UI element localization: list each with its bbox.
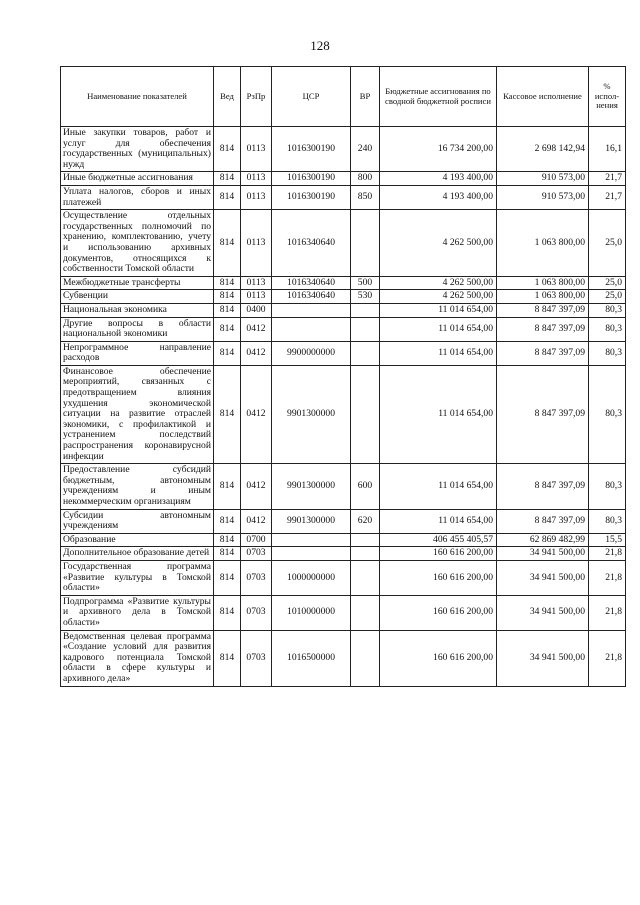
row-budget: 406 455 405,57 bbox=[380, 533, 497, 547]
row-vr bbox=[351, 365, 380, 463]
budget-execution-table bbox=[60, 66, 626, 687]
row-rzpr: 0412 bbox=[241, 464, 272, 509]
row-csr: 1000000000 bbox=[272, 560, 351, 595]
row-csr: 1016340640 bbox=[272, 290, 351, 304]
row-ved: 814 bbox=[214, 303, 241, 317]
row-budget: 11 014 654,00 bbox=[380, 464, 497, 509]
row-cash: 1 063 800,00 bbox=[497, 290, 589, 304]
row-pct: 21,8 bbox=[589, 560, 626, 595]
row-rzpr: 0703 bbox=[241, 630, 272, 686]
table-row bbox=[61, 630, 626, 686]
row-ved: 814 bbox=[214, 317, 241, 341]
row-vr: 600 bbox=[351, 464, 380, 509]
row-vr bbox=[351, 533, 380, 547]
table-row bbox=[61, 464, 626, 509]
row-ved: 814 bbox=[214, 630, 241, 686]
row-ved: 814 bbox=[214, 533, 241, 547]
table-row bbox=[61, 276, 626, 290]
table-row bbox=[61, 509, 626, 533]
table-row bbox=[61, 365, 626, 463]
row-ved: 814 bbox=[214, 547, 241, 561]
row-name: Подпрограмма «Развитие культуры и архивного дела в Томской области» bbox=[61, 595, 214, 630]
row-pct: 25,0 bbox=[589, 276, 626, 290]
row-csr: 1016340640 bbox=[272, 210, 351, 277]
row-csr: 1016500000 bbox=[272, 630, 351, 686]
row-vr: 850 bbox=[351, 185, 380, 209]
row-ved: 814 bbox=[214, 185, 241, 209]
row-rzpr: 0113 bbox=[241, 210, 272, 277]
row-budget: 11 014 654,00 bbox=[380, 317, 497, 341]
row-csr bbox=[272, 317, 351, 341]
row-ved: 814 bbox=[214, 172, 241, 186]
row-csr: 1016340640 bbox=[272, 276, 351, 290]
row-vr bbox=[351, 210, 380, 277]
header-pct: % испол-нения bbox=[589, 67, 626, 127]
row-rzpr: 0113 bbox=[241, 185, 272, 209]
row-csr bbox=[272, 303, 351, 317]
row-name: Осуществление отдельных государственных полномочий по хранению, комплектованию, учету и использованию архивных документов, относящихся к собственности Томской области bbox=[61, 210, 214, 277]
row-cash: 8 847 397,09 bbox=[497, 317, 589, 341]
table-row bbox=[61, 290, 626, 304]
row-budget: 4 262 500,00 bbox=[380, 290, 497, 304]
row-name: Другие вопросы в области национальной экономики bbox=[61, 317, 214, 341]
page-number: 128 bbox=[310, 38, 330, 53]
row-cash: 8 847 397,09 bbox=[497, 303, 589, 317]
row-budget: 4 193 400,00 bbox=[380, 185, 497, 209]
header-cash: Кассовое исполнение bbox=[497, 67, 589, 127]
row-pct: 80,3 bbox=[589, 341, 626, 365]
row-pct: 15,5 bbox=[589, 533, 626, 547]
row-vr: 500 bbox=[351, 276, 380, 290]
table-row bbox=[61, 185, 626, 209]
row-name: Национальная экономика bbox=[61, 303, 214, 317]
row-rzpr: 0113 bbox=[241, 276, 272, 290]
row-ved: 814 bbox=[214, 464, 241, 509]
row-rzpr: 0113 bbox=[241, 172, 272, 186]
header-name: Наименование показателей bbox=[61, 67, 214, 127]
row-budget: 16 734 200,00 bbox=[380, 127, 497, 172]
row-budget: 160 616 200,00 bbox=[380, 560, 497, 595]
row-name: Субвенции bbox=[61, 290, 214, 304]
row-ved: 814 bbox=[214, 595, 241, 630]
row-cash: 8 847 397,09 bbox=[497, 464, 589, 509]
row-csr: 9901300000 bbox=[272, 464, 351, 509]
row-ved: 814 bbox=[214, 290, 241, 304]
row-budget: 11 014 654,00 bbox=[380, 365, 497, 463]
row-name: Образование bbox=[61, 533, 214, 547]
row-cash: 34 941 500,00 bbox=[497, 547, 589, 561]
row-name: Ведомственная целевая программа «Создание условий для развития кадрового потенциала Томской области в сфере культуры и архивного дела» bbox=[61, 630, 214, 686]
row-ved: 814 bbox=[214, 276, 241, 290]
row-rzpr: 0412 bbox=[241, 317, 272, 341]
row-name: Иные бюджетные ассигнования bbox=[61, 172, 214, 186]
row-csr bbox=[272, 533, 351, 547]
table-row bbox=[61, 317, 626, 341]
row-pct: 80,3 bbox=[589, 317, 626, 341]
row-name: Иные закупки товаров, работ и услуг для обеспечения государственных (муниципальных) нужд bbox=[61, 127, 214, 172]
row-budget: 160 616 200,00 bbox=[380, 595, 497, 630]
row-ved: 814 bbox=[214, 509, 241, 533]
header-csr: ЦСР bbox=[272, 67, 351, 127]
row-budget: 160 616 200,00 bbox=[380, 630, 497, 686]
row-vr: 800 bbox=[351, 172, 380, 186]
row-budget: 11 014 654,00 bbox=[380, 303, 497, 317]
row-vr bbox=[351, 595, 380, 630]
row-csr: 1016300190 bbox=[272, 185, 351, 209]
table-header-row bbox=[61, 67, 626, 127]
row-csr: 9900000000 bbox=[272, 341, 351, 365]
row-budget: 11 014 654,00 bbox=[380, 509, 497, 533]
row-pct: 21,7 bbox=[589, 185, 626, 209]
row-name: Дополнительное образование детей bbox=[61, 547, 214, 561]
row-rzpr: 0703 bbox=[241, 560, 272, 595]
row-ved: 814 bbox=[214, 341, 241, 365]
row-vr: 240 bbox=[351, 127, 380, 172]
table-row bbox=[61, 533, 626, 547]
row-budget: 4 193 400,00 bbox=[380, 172, 497, 186]
header-ved: Вед bbox=[214, 67, 241, 127]
row-vr bbox=[351, 560, 380, 595]
header-vr: ВР bbox=[351, 67, 380, 127]
row-ved: 814 bbox=[214, 560, 241, 595]
row-pct: 25,0 bbox=[589, 290, 626, 304]
row-cash: 34 941 500,00 bbox=[497, 595, 589, 630]
row-budget: 4 262 500,00 bbox=[380, 210, 497, 277]
row-pct: 21,8 bbox=[589, 547, 626, 561]
row-cash: 8 847 397,09 bbox=[497, 365, 589, 463]
row-rzpr: 0412 bbox=[241, 365, 272, 463]
row-name: Межбюджетные трансферты bbox=[61, 276, 214, 290]
row-cash: 62 869 482,99 bbox=[497, 533, 589, 547]
row-vr bbox=[351, 630, 380, 686]
row-cash: 910 573,00 bbox=[497, 172, 589, 186]
row-name: Субсидии автономным учреждениям bbox=[61, 509, 214, 533]
row-cash: 1 063 800,00 bbox=[497, 210, 589, 277]
table-row bbox=[61, 341, 626, 365]
table-row bbox=[61, 210, 626, 277]
row-rzpr: 0412 bbox=[241, 509, 272, 533]
row-rzpr: 0703 bbox=[241, 547, 272, 561]
row-rzpr: 0400 bbox=[241, 303, 272, 317]
row-vr: 620 bbox=[351, 509, 380, 533]
row-csr: 1010000000 bbox=[272, 595, 351, 630]
row-cash: 34 941 500,00 bbox=[497, 560, 589, 595]
row-pct: 21,8 bbox=[589, 595, 626, 630]
row-budget: 160 616 200,00 bbox=[380, 547, 497, 561]
row-csr: 9901300000 bbox=[272, 509, 351, 533]
row-cash: 1 063 800,00 bbox=[497, 276, 589, 290]
row-cash: 8 847 397,09 bbox=[497, 341, 589, 365]
row-pct: 80,3 bbox=[589, 509, 626, 533]
table-row bbox=[61, 172, 626, 186]
table-row bbox=[61, 560, 626, 595]
row-csr: 9901300000 bbox=[272, 365, 351, 463]
row-ved: 814 bbox=[214, 210, 241, 277]
row-budget: 4 262 500,00 bbox=[380, 276, 497, 290]
row-name: Уплата налогов, сборов и иных платежей bbox=[61, 185, 214, 209]
row-pct: 25,0 bbox=[589, 210, 626, 277]
row-vr bbox=[351, 317, 380, 341]
row-name: Финансовое обеспечение мероприятий, связанных с предотвращением влияния ухудшения экономической ситуации на развитие отраслей экономики, с профилактикой и устранением последствий распространения коронавирусной инфекции bbox=[61, 365, 214, 463]
row-csr: 1016300190 bbox=[272, 172, 351, 186]
table-row bbox=[61, 595, 626, 630]
row-cash: 2 698 142,94 bbox=[497, 127, 589, 172]
row-rzpr: 0113 bbox=[241, 127, 272, 172]
table-row bbox=[61, 127, 626, 172]
row-pct: 21,8 bbox=[589, 630, 626, 686]
row-cash: 910 573,00 bbox=[497, 185, 589, 209]
row-vr bbox=[351, 303, 380, 317]
table-row bbox=[61, 303, 626, 317]
row-rzpr: 0412 bbox=[241, 341, 272, 365]
row-name: Непрограммное направление расходов bbox=[61, 341, 214, 365]
row-pct: 80,3 bbox=[589, 303, 626, 317]
row-pct: 80,3 bbox=[589, 365, 626, 463]
row-csr: 1016300190 bbox=[272, 127, 351, 172]
row-vr bbox=[351, 547, 380, 561]
table-row bbox=[61, 547, 626, 561]
row-vr: 530 bbox=[351, 290, 380, 304]
row-pct: 16,1 bbox=[589, 127, 626, 172]
row-pct: 80,3 bbox=[589, 464, 626, 509]
row-pct: 21,7 bbox=[589, 172, 626, 186]
header-budget: Бюджетные ассигнования по сводной бюджетной росписи bbox=[380, 67, 497, 127]
row-ved: 814 bbox=[214, 127, 241, 172]
row-rzpr: 0113 bbox=[241, 290, 272, 304]
row-name: Предоставление субсидий бюджетным, автономным учреждениям и иным некоммерческим организациям bbox=[61, 464, 214, 509]
row-cash: 8 847 397,09 bbox=[497, 509, 589, 533]
row-budget: 11 014 654,00 bbox=[380, 341, 497, 365]
header-rzpr: РзПр bbox=[241, 67, 272, 127]
row-ved: 814 bbox=[214, 365, 241, 463]
row-csr bbox=[272, 547, 351, 561]
row-vr bbox=[351, 341, 380, 365]
row-rzpr: 0700 bbox=[241, 533, 272, 547]
row-name: Государственная программа «Развитие культуры в Томской области» bbox=[61, 560, 214, 595]
row-cash: 34 941 500,00 bbox=[497, 630, 589, 686]
row-rzpr: 0703 bbox=[241, 595, 272, 630]
